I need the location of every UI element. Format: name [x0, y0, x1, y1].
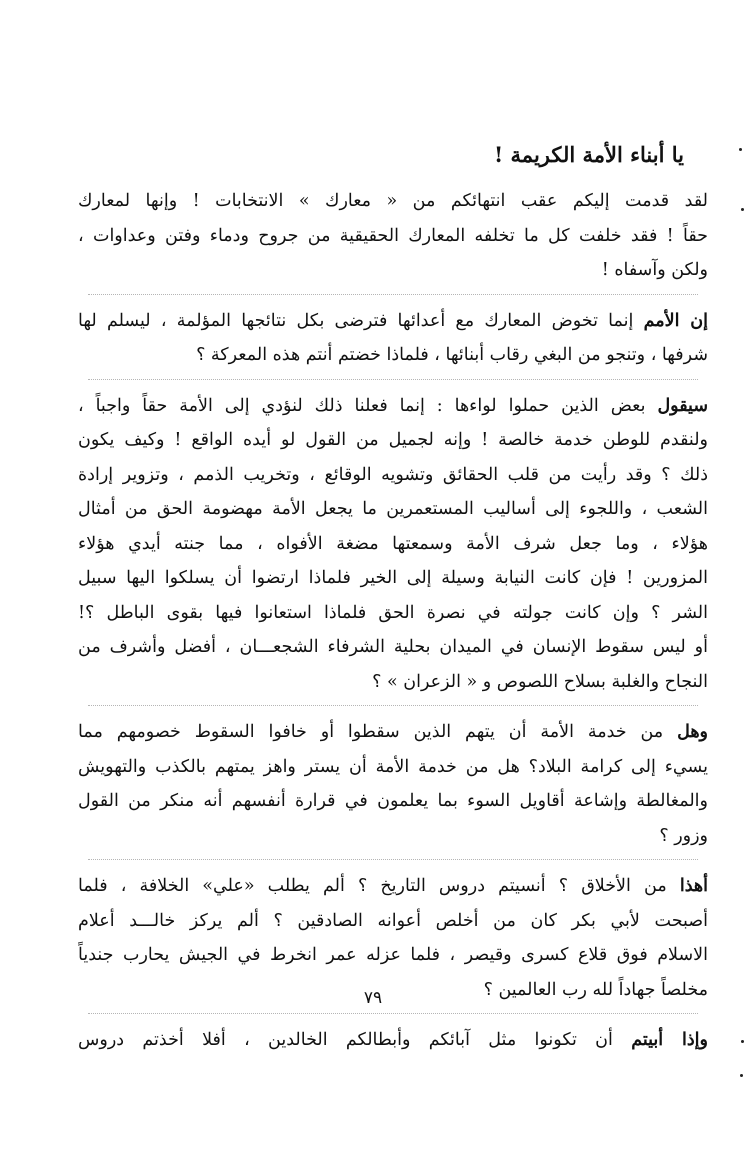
paragraph-lead: وإذا أبيتم: [631, 1030, 708, 1050]
line-text: ولكن وآسفاه !: [601, 260, 708, 280]
line-text: حقاً ! فقد خلفت كل ما تخلفه المعارك الحقيقية من جروح ودماء وفتن وعداوات ،: [78, 225, 708, 246]
paragraph-divider: [88, 705, 698, 707]
line-text: والمغالطة وإشاعة أقاويل السوء بما يعلمون في قرارة أنفسهم أنه منكر من القول: [78, 791, 708, 811]
paragraph-divider: [88, 294, 698, 296]
line-text: الشعب ، واللجوء إلى أساليب المستعمرين ما يجعل الأمة مهضومة الحق من أمثال: [78, 499, 708, 519]
paragraph-5: [78, 869, 708, 1007]
page-heading: يا أبناء الأمة الكريمة !: [494, 142, 684, 167]
line-text: أو ليس سقوط الإنسان في الميدان بحلية الشرفاء الشجعـــان ، أفضل وأشرف من: [78, 637, 708, 657]
paragraph-6: [78, 1023, 708, 1058]
text-line: [78, 458, 708, 493]
text-line: [78, 596, 708, 631]
line-text: يسيء إلى كرامة البلاد؟ هل من خدمة الأمة أن يستر واهز يمتهم بالكذب والتهويش: [78, 756, 708, 777]
paragraph-3: [78, 389, 708, 700]
line-text: مخلصاً جهاداً لله رب العالمين ؟: [483, 979, 708, 1000]
text-line: [78, 1023, 708, 1058]
scan-speck: [740, 1074, 743, 1077]
line-text: شرفها ، وتنجو من البغي رقاب أبنائها ، فلماذا خضتم أنتم هذه المعركة ؟: [196, 345, 708, 365]
paragraph-divider: [88, 1013, 698, 1015]
text-line: [78, 389, 708, 424]
line-text: وزور ؟: [659, 825, 708, 846]
line-text: إنما تخوض المعارك مع أعدائها فترضى بكل نتائجها المؤلمة ، ليسلم لها: [78, 310, 634, 331]
scan-speck: [741, 208, 744, 211]
text-line: [78, 819, 708, 854]
paragraph-lead: إن الأمم: [643, 310, 708, 331]
text-line: [78, 423, 708, 458]
paragraph-lead: أهذا: [679, 876, 708, 896]
line-text: ذلك ؟ وقد رأيت من قلب الحقائق وتشويه الوقائع ، وتخريب الذمم ، وتزوير إرادة: [78, 464, 708, 485]
paragraph-lead: وهل: [677, 722, 708, 742]
text-line: [78, 904, 708, 939]
scan-speck: [741, 1040, 744, 1043]
line-text: أن تكونوا مثل آبائكم وأبطالكم الخالدين ، أفلا أخذتم دروس: [78, 1030, 613, 1050]
paragraph-divider: [88, 859, 698, 861]
line-text: ولنقدم للوطن خدمة خالصة ! وإنه لجميل من القول لو أيده الواقع ! وكيف يكون: [78, 430, 708, 450]
text-line: [78, 784, 708, 819]
line-text: النجاح والغلبة بسلاح اللصوص و « الزعران » ؟: [372, 671, 708, 692]
paragraph-1: [78, 184, 708, 288]
paragraph-2: [78, 304, 708, 373]
text-line: [78, 253, 708, 288]
text-line: [78, 665, 708, 700]
text-line: [78, 715, 708, 750]
line-text: من الأخلاق ؟ أنسيتم دروس التاريخ ؟ ألم يطلب «علي» الخلافة ، فلما: [78, 876, 667, 896]
text-line: [78, 184, 708, 219]
text-line: [78, 492, 708, 527]
text-line: [78, 527, 708, 562]
paragraph-divider: [88, 379, 698, 381]
paragraph-4: [78, 715, 708, 853]
line-text: أصبحت لأبي بكر كان من أخلص أعوانه الصادقين ؟ ألم يركز خالـــد أعلام: [78, 910, 708, 931]
text-line: [78, 338, 708, 373]
line-text: الاسلام فوق قلاع كسرى وقيصر ، فلما عزله عمر انخرط في الجيش يحارب جندياً: [78, 945, 708, 965]
text-line: [78, 938, 708, 973]
paragraph-lead: سيقول: [657, 395, 708, 416]
line-text: هؤلاء ، وما جعل شرف الأمة وسمعتها مضغة الأفواه ، مما جنته أيدي هؤلاء: [78, 533, 708, 554]
line-text: الشر ؟ وإن كانت جولته في نصرة الحق فلماذا استعانوا فيها بقوى الباطل ؟!: [78, 602, 708, 623]
page-body: [78, 140, 708, 1062]
line-text: لقد قدمت إليكم عقب انتهائكم من « معارك » الانتخابات ! وإنها لمعارك: [78, 191, 708, 211]
line-text: من خدمة الأمة أن يتهم الذين سقطوا أو خافوا السقوط خصومهم مما: [78, 722, 664, 742]
text-line: [78, 304, 708, 339]
scan-speck: [739, 148, 742, 151]
text-line: [78, 750, 708, 785]
text-line: [78, 561, 708, 596]
page-number: ٧٩: [363, 988, 383, 1008]
line-text: بعض الذين حملوا لواءها : إنما فعلنا ذلك لنؤدي إلى الأمة حقاً واجباً ،: [78, 395, 646, 416]
text-line: [78, 630, 708, 665]
text-line: [78, 219, 708, 254]
line-text: المزورين ! فإن كانت النيابة وسيلة إلى الخير فلماذا ارتضوا أن يسلكوا اليها سبيل: [78, 568, 708, 588]
text-line: [78, 869, 708, 904]
